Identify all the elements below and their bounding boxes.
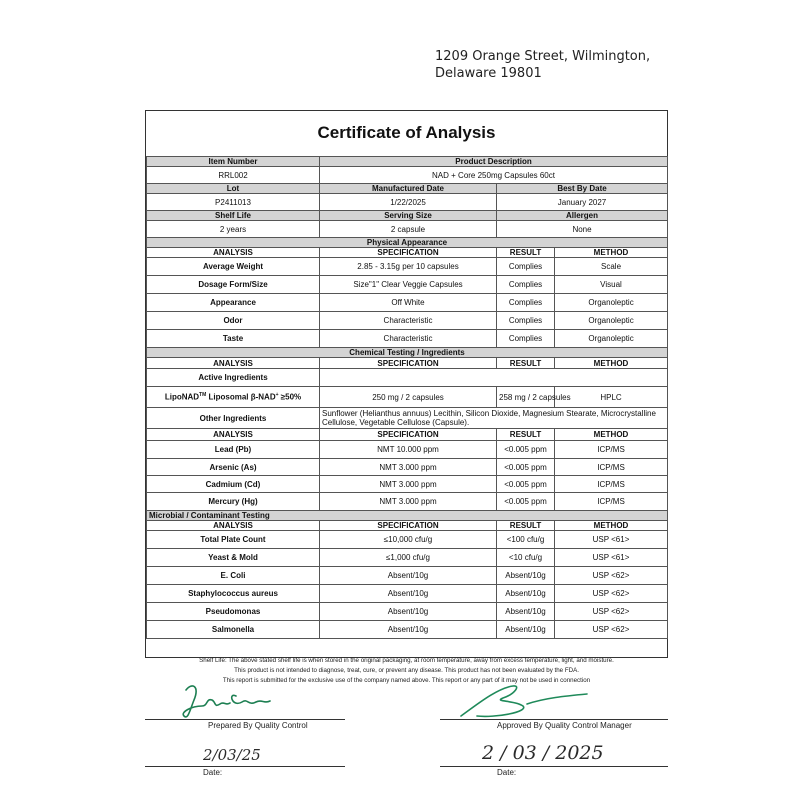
column-header-row — [147, 358, 668, 369]
analysis-cell: Odor — [147, 312, 320, 330]
footnote-shelf-life: Shelf Life: The above stated shelf life is when stored in the original packaging, at room temperature, away from excess temperature, light, and moisture. — [199, 657, 614, 664]
coa-table — [146, 156, 668, 639]
manager-signature — [455, 676, 605, 722]
result-cell: <0.005 ppm — [497, 493, 555, 511]
spec-cell: 2.85 - 3.15g per 10 capsules — [320, 258, 497, 276]
spec-cell: NMT 10.000 ppm — [320, 441, 497, 459]
footnote-disclaimer: This product is not intended to diagnose, treat, cure, or prevent any disease. This product has not been evaluated by the FDA. — [234, 667, 579, 674]
section-chemical — [147, 348, 668, 358]
shelf-header-row — [147, 211, 668, 221]
result-cell: <0.005 ppm — [497, 459, 555, 476]
shelf-life-header: Shelf Life — [147, 211, 320, 221]
table-row — [147, 258, 668, 276]
address-line-2: Delaware 19801 — [435, 66, 542, 81]
method-cell: ICP/MS — [555, 441, 668, 459]
result-cell: 258 mg / 2 capsules — [497, 387, 555, 408]
result-cell: Absent/10g — [497, 603, 555, 621]
table-row — [147, 441, 668, 459]
method-header: METHOD — [555, 521, 668, 531]
left-date-line — [145, 766, 345, 767]
analysis-cell: Total Plate Count — [147, 531, 320, 549]
lot-value: P2411013 — [147, 194, 320, 211]
method-cell: Scale — [555, 258, 668, 276]
table-row — [147, 476, 668, 493]
section-title: Chemical Testing / Ingredients — [147, 348, 668, 358]
analysis-cell: Cadmium (Cd) — [147, 476, 320, 493]
spec-header: SPECIFICATION — [320, 521, 497, 531]
table-row — [147, 621, 668, 639]
table-row — [147, 549, 668, 567]
spec-cell: Size"1" Clear Veggie Capsules — [320, 276, 497, 294]
spec-cell: Absent/10g — [320, 567, 497, 585]
liponad-row — [147, 387, 668, 408]
section-physical — [147, 238, 668, 248]
analysis-cell: Dosage Form/Size — [147, 276, 320, 294]
result-header: RESULT — [497, 429, 555, 441]
mfg-date-value: 1/22/2025 — [320, 194, 497, 211]
table-row — [147, 312, 668, 330]
method-cell: USP <61> — [555, 531, 668, 549]
spec-cell: NMT 3.000 ppm — [320, 493, 497, 511]
other-ingredients-label: Other Ingredients — [147, 408, 320, 429]
spec-cell: NMT 3.000 ppm — [320, 476, 497, 493]
shelf-life-value: 2 years — [147, 221, 320, 238]
right-handwritten-date: 2 / 03 / 2025 — [482, 742, 604, 764]
result-cell: Absent/10g — [497, 585, 555, 603]
left-date-label: Date: — [203, 768, 223, 777]
table-row — [147, 459, 668, 476]
liponad-label — [147, 387, 320, 408]
plus-mark: + — [275, 392, 279, 399]
result-cell: Complies — [497, 294, 555, 312]
serving-size-value: 2 capsule — [320, 221, 497, 238]
empty-cell — [320, 369, 668, 387]
footnote-exclusive-use: This report is submitted for the exclusive use of the company named above. This report or any part of it may not be used in connection — [222, 677, 591, 684]
right-date-label: Date: — [497, 768, 517, 777]
lot-row — [147, 194, 668, 211]
analysis-cell: Lead (Pb) — [147, 441, 320, 459]
table-row — [147, 603, 668, 621]
analysis-header: ANALYSIS — [147, 429, 320, 441]
analysis-cell: Appearance — [147, 294, 320, 312]
analysis-cell: Yeast & Mold — [147, 549, 320, 567]
result-cell: Complies — [497, 312, 555, 330]
method-cell: USP <62> — [555, 567, 668, 585]
allergen-header: Allergen — [497, 211, 668, 221]
table-row — [147, 330, 668, 348]
other-ingredients-row — [147, 408, 668, 429]
result-cell: Absent/10g — [497, 567, 555, 585]
column-header-row — [147, 429, 668, 441]
other-ingredients-value: Sunflower (Helianthus annuus) Lecithin, Silicon Dioxide, Magnesium Stearate, Microcrystalline Cellulose, Vegetable Cellulose (Capsule). — [320, 408, 668, 429]
analysis-cell: Average Weight — [147, 258, 320, 276]
analysis-header: ANALYSIS — [147, 521, 320, 531]
left-handwritten-date: 2/03/25 — [203, 746, 261, 764]
section-title: Physical Appearance — [147, 238, 668, 248]
analysis-cell: Arsenic (As) — [147, 459, 320, 476]
active-ingredients-row — [147, 369, 668, 387]
spec-cell: Characteristic — [320, 330, 497, 348]
section-microbial — [147, 511, 668, 521]
approved-by-label: Approved By Quality Control Manager — [497, 721, 632, 730]
quality-control-signature — [178, 676, 288, 724]
company-address — [435, 48, 650, 82]
product-header-row — [147, 157, 668, 167]
lot-header-row — [147, 184, 668, 194]
spec-cell: Absent/10g — [320, 603, 497, 621]
spec-cell: NMT 3.000 ppm — [320, 459, 497, 476]
product-description-header: Product Description — [320, 157, 668, 167]
table-row — [147, 276, 668, 294]
page-title: Certificate of Analysis — [317, 123, 496, 142]
liponad-text: ≥50% — [278, 392, 302, 402]
mfg-date-header: Manufactured Date — [320, 184, 497, 194]
table-row — [147, 294, 668, 312]
right-date-line — [440, 766, 668, 767]
spec-cell: ≤1,000 cfu/g — [320, 549, 497, 567]
method-cell: Organoleptic — [555, 330, 668, 348]
active-ingredients-label: Active Ingredients — [147, 369, 320, 387]
method-cell: ICP/MS — [555, 493, 668, 511]
method-cell: USP <62> — [555, 603, 668, 621]
analysis-cell: Salmonella — [147, 621, 320, 639]
method-cell: ICP/MS — [555, 476, 668, 493]
item-number: RRL002 — [147, 167, 320, 184]
lot-header: Lot — [147, 184, 320, 194]
shelf-row — [147, 221, 668, 238]
method-cell: USP <62> — [555, 585, 668, 603]
item-number-header: Item Number — [147, 157, 320, 167]
spec-header: SPECIFICATION — [320, 248, 497, 258]
analysis-header: ANALYSIS — [147, 358, 320, 369]
result-header: RESULT — [497, 521, 555, 531]
method-header: METHOD — [555, 358, 668, 369]
result-cell: <10 cfu/g — [497, 549, 555, 567]
method-header: METHOD — [555, 248, 668, 258]
certificate-frame — [145, 110, 668, 658]
result-cell: <0.005 ppm — [497, 476, 555, 493]
analysis-header: ANALYSIS — [147, 248, 320, 258]
method-cell: Organoleptic — [555, 312, 668, 330]
spec-cell: ≤10,000 cfu/g — [320, 531, 497, 549]
result-header: RESULT — [497, 248, 555, 258]
best-by-value: January 2027 — [497, 194, 668, 211]
spec-header: SPECIFICATION — [320, 429, 497, 441]
table-row — [147, 531, 668, 549]
product-description: NAD + Core 250mg Capsules 60ct — [320, 167, 668, 184]
analysis-cell: Staphylococcus aureus — [147, 585, 320, 603]
result-cell: Complies — [497, 258, 555, 276]
spec-header: SPECIFICATION — [320, 358, 497, 369]
result-cell: <100 cfu/g — [497, 531, 555, 549]
liponad-text: Liposomal β-NAD — [206, 392, 276, 402]
result-cell: Absent/10g — [497, 621, 555, 639]
table-row — [147, 567, 668, 585]
method-cell: USP <62> — [555, 621, 668, 639]
table-row — [147, 493, 668, 511]
right-signature-line — [440, 719, 668, 720]
spec-cell: Characteristic — [320, 312, 497, 330]
section-title: Microbial / Contaminant Testing — [147, 511, 668, 521]
method-cell: USP <61> — [555, 549, 668, 567]
trademark-mark: TM — [199, 392, 207, 399]
prepared-by-label: Prepared By Quality Control — [208, 721, 308, 730]
column-header-row — [147, 248, 668, 258]
product-row — [147, 167, 668, 184]
spec-cell: Absent/10g — [320, 585, 497, 603]
analysis-cell: Pseudomonas — [147, 603, 320, 621]
table-row — [147, 585, 668, 603]
serving-size-header: Serving Size — [320, 211, 497, 221]
result-cell: <0.005 ppm — [497, 441, 555, 459]
method-cell: Organoleptic — [555, 294, 668, 312]
method-header: METHOD — [555, 429, 668, 441]
analysis-cell: Mercury (Hg) — [147, 493, 320, 511]
method-cell: ICP/MS — [555, 459, 668, 476]
analysis-cell: Taste — [147, 330, 320, 348]
result-cell: Complies — [497, 276, 555, 294]
spec-cell: 250 mg / 2 capsules — [320, 387, 497, 408]
liponad-text: LipoNAD — [164, 392, 200, 402]
left-signature-line — [145, 719, 345, 720]
best-by-header: Best By Date — [497, 184, 668, 194]
address-line-1: 1209 Orange Street, Wilmington, — [435, 49, 651, 64]
result-cell: Complies — [497, 330, 555, 348]
spec-cell: Off White — [320, 294, 497, 312]
column-header-row — [147, 521, 668, 531]
method-cell: HPLC — [555, 387, 668, 408]
method-cell: Visual — [555, 276, 668, 294]
allergen-value: None — [497, 221, 668, 238]
result-header: RESULT — [497, 358, 555, 369]
spec-cell: Absent/10g — [320, 621, 497, 639]
analysis-cell: E. Coli — [147, 567, 320, 585]
